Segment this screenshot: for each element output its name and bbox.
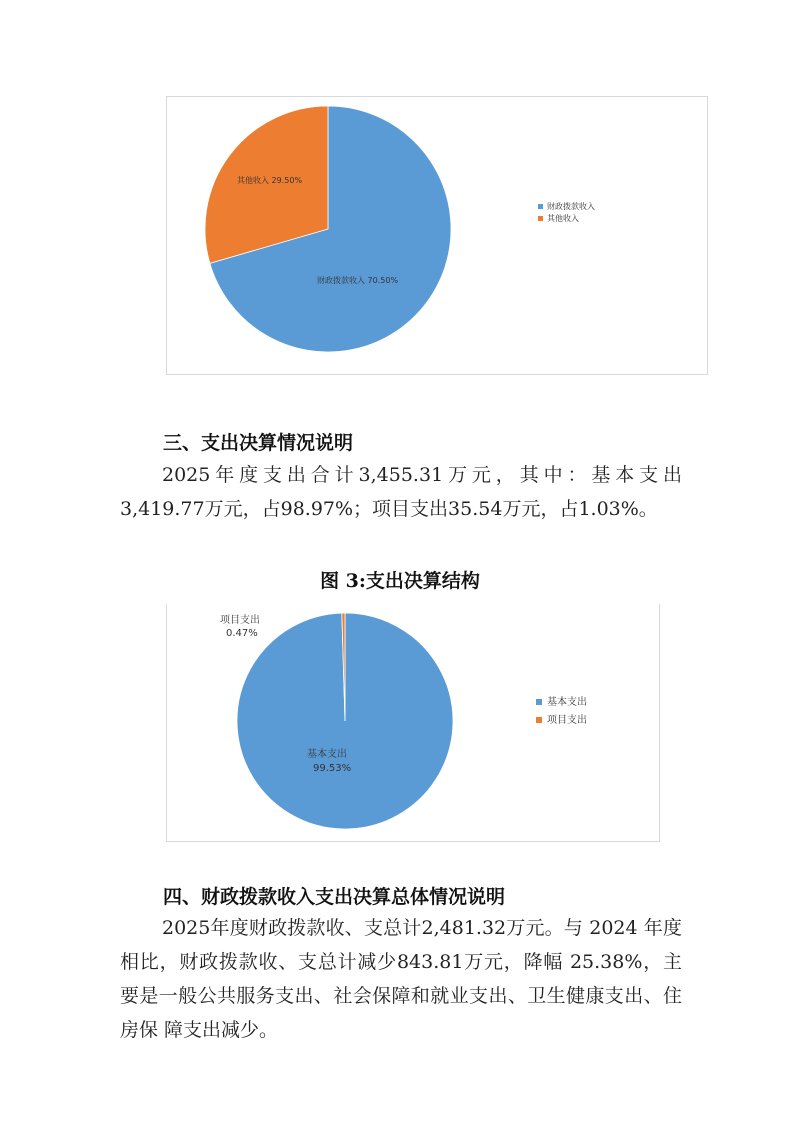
section4-heading: 四、财政拨款收入支出决算总体情况说明 xyxy=(163,886,506,908)
legend-swatch-other-income xyxy=(538,216,543,221)
legend-swatch-fiscal-income xyxy=(538,204,543,209)
section4-paragraph: 2025年度财政拨款收、支总计2,481.32万元。与 2024 年度相比，财政拨款收、支总计减少843.81万元，降幅 25.38%，主要是一般公共服务支出、社会保障和就业支出、卫生健康支出、住房保 障支出减少。 xyxy=(120,917,682,1041)
figure3-title: 图 3:支出决算结构 xyxy=(320,570,480,592)
slice-label-basic-name: 基本支出 xyxy=(307,749,347,760)
slice-label-other-income: 其他收入 29.50% xyxy=(237,176,303,185)
section3-heading: 三、支出决算情况说明 xyxy=(163,432,354,454)
income-structure-chart xyxy=(166,96,708,375)
legend-label-basic: 基本支出 xyxy=(547,697,587,708)
expenditure-pie-svg xyxy=(167,604,659,841)
slice-label-project-pct: 0.47% xyxy=(226,628,258,639)
section3-paragraph: 2025年度支出合计3,455.31万元，其中：基本支出3,419.77万元，占98.97%；项目支出35.54万元，占1.03%。 xyxy=(120,464,682,520)
legend-swatch-basic xyxy=(536,699,542,705)
legend-label-other-income: 其他收入 xyxy=(547,214,579,223)
slice-label-basic-pct: 99.53% xyxy=(313,763,352,774)
legend-label-fiscal-income: 财政拨款收入 xyxy=(547,202,595,211)
legend-label-project: 项目支出 xyxy=(547,715,587,726)
expenditure-structure-chart xyxy=(166,604,660,842)
slice-label-fiscal-income: 财政拨款收入 70.50% xyxy=(317,276,399,285)
legend-swatch-project xyxy=(536,717,542,723)
income-pie-svg xyxy=(167,97,707,374)
slice-label-project-name: 项目支出 xyxy=(220,615,260,626)
